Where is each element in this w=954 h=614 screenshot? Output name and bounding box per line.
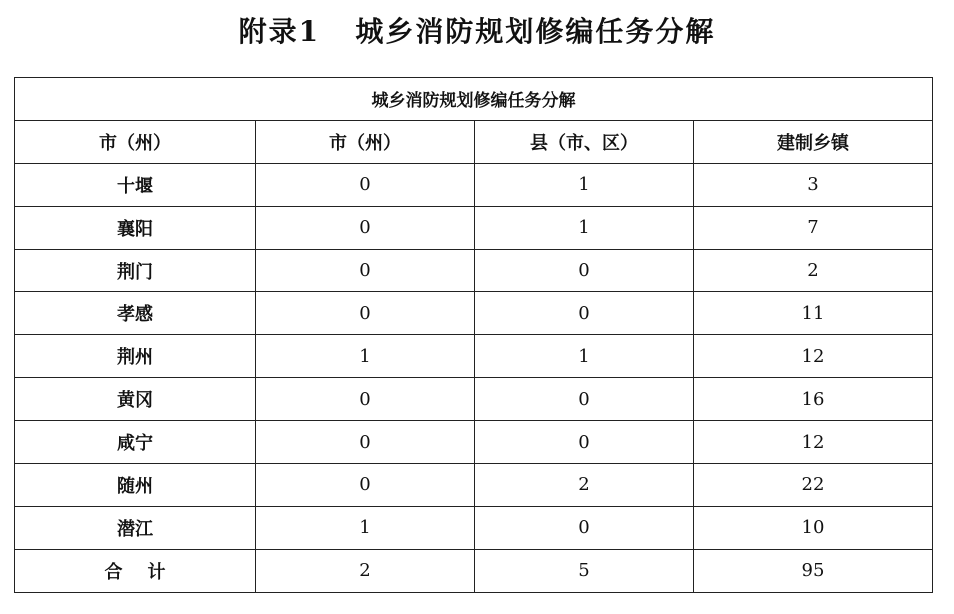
header-row: [15, 120, 933, 163]
cell-towns: 2: [694, 249, 933, 292]
cell-towns: 11: [694, 292, 933, 335]
cell-county: 0: [475, 421, 694, 464]
cell-towns: 12: [694, 421, 933, 464]
cell-city: 孝感: [15, 292, 256, 335]
total-county: 5: [475, 549, 694, 592]
cell-city: 黄冈: [15, 378, 256, 421]
total-prefecture: 2: [256, 549, 475, 592]
cell-prefecture: 0: [256, 292, 475, 335]
cell-towns: 7: [694, 206, 933, 249]
table-caption: 城乡消防规划修编任务分解: [15, 78, 933, 121]
table-body: [15, 78, 933, 593]
cell-county: 2: [475, 464, 694, 507]
cell-city: 荆门: [15, 249, 256, 292]
table-row: [15, 421, 933, 464]
cell-county: 1: [475, 206, 694, 249]
task-breakdown-table: [14, 77, 933, 593]
cell-prefecture: 0: [256, 378, 475, 421]
table-row: [15, 206, 933, 249]
cell-prefecture: 0: [256, 421, 475, 464]
header-county: 县（市、区）: [475, 120, 694, 163]
header-prefecture: 市（州）: [256, 120, 475, 163]
cell-county: 0: [475, 292, 694, 335]
table-row: [15, 335, 933, 378]
caption-row: [15, 78, 933, 121]
total-label: 合 计: [15, 549, 256, 592]
header-city: 市（州）: [15, 120, 256, 163]
cell-city: 潜江: [15, 506, 256, 549]
cell-city: 十堰: [15, 163, 256, 206]
table-row: [15, 292, 933, 335]
cell-prefecture: 1: [256, 335, 475, 378]
table-row: [15, 163, 933, 206]
cell-city: 随州: [15, 464, 256, 507]
cell-city: 襄阳: [15, 206, 256, 249]
header-towns: 建制乡镇: [694, 120, 933, 163]
table-row: [15, 464, 933, 507]
cell-towns: 12: [694, 335, 933, 378]
cell-county: 0: [475, 249, 694, 292]
cell-towns: 16: [694, 378, 933, 421]
cell-prefecture: 1: [256, 506, 475, 549]
table-row: [15, 506, 933, 549]
cell-towns: 3: [694, 163, 933, 206]
page-title: 附录1 城乡消防规划修编任务分解: [238, 15, 716, 48]
cell-city: 荆州: [15, 335, 256, 378]
cell-towns: 22: [694, 464, 933, 507]
total-towns: 95: [694, 549, 933, 592]
table-row: [15, 378, 933, 421]
cell-county: 0: [475, 378, 694, 421]
cell-prefecture: 0: [256, 206, 475, 249]
cell-county: 1: [475, 163, 694, 206]
cell-county: 0: [475, 506, 694, 549]
cell-prefecture: 0: [256, 163, 475, 206]
cell-prefecture: 0: [256, 249, 475, 292]
table-row: [15, 249, 933, 292]
cell-city: 咸宁: [15, 421, 256, 464]
cell-prefecture: 0: [256, 464, 475, 507]
total-row: [15, 549, 933, 592]
cell-county: 1: [475, 335, 694, 378]
cell-towns: 10: [694, 506, 933, 549]
